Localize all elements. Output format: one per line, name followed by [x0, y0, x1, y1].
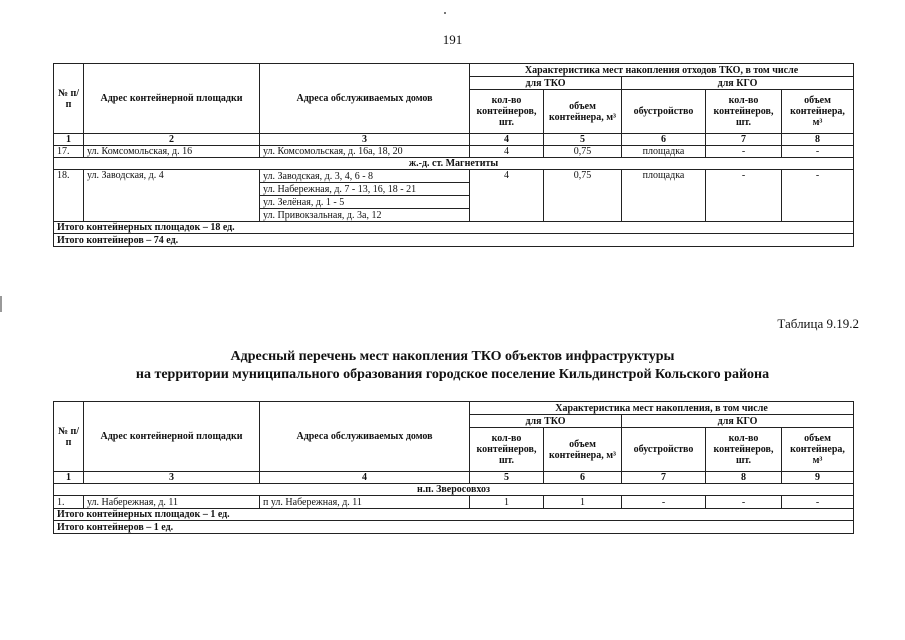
document-title	[0, 348, 905, 384]
col-number: 8	[706, 472, 782, 484]
total-sites: Итого контейнерных площадок – 18 ед.	[54, 222, 854, 234]
header-kgo: для КГО	[622, 77, 854, 90]
row-num: 18.	[54, 170, 84, 222]
header-kgo: для КГО	[622, 415, 854, 428]
row-num: 1.	[54, 496, 84, 509]
row-count: 4	[470, 170, 544, 222]
row-address: ул. Комсомольская, д. 16	[84, 146, 260, 158]
scan-speck	[444, 12, 446, 14]
row-equipment: площадка	[622, 146, 706, 158]
header-characteristics: Характеристика мест накопления отходов ТКО, в том числе	[470, 64, 854, 77]
scan-edge-mark	[0, 296, 2, 312]
header-volume: объем контейнера, м³	[544, 90, 622, 134]
total-containers: Итого контейнеров – 74 ед.	[54, 234, 854, 247]
header-volume-kgo: объем контейнера, м³	[782, 428, 854, 472]
row-equipment: площадка	[622, 170, 706, 222]
header-tko: для ТКО	[470, 415, 622, 428]
row-kgo-volume: -	[782, 170, 854, 222]
row-house-line: ул. Привокзальная, д. 3а, 12	[260, 209, 470, 222]
page-number: 191	[442, 32, 463, 47]
col-number: 6	[544, 472, 622, 484]
table-row	[54, 170, 854, 183]
row-count: 1	[470, 496, 544, 509]
table-2	[53, 401, 854, 534]
header-address: Адрес контейнерной площадки	[84, 64, 260, 134]
col-number: 5	[544, 134, 622, 146]
header-volume-kgo: объем контейнера, м³	[782, 90, 854, 134]
col-number: 9	[782, 472, 854, 484]
table-row	[54, 496, 854, 509]
header-count-kgo: кол-во контейнеров, шт.	[706, 428, 782, 472]
section-heading: ж.-д. ст. Магнетиты	[54, 158, 854, 170]
col-number: 1	[54, 472, 84, 484]
row-num: 17.	[54, 146, 84, 158]
total-containers: Итого контейнеров – 1 ед.	[54, 521, 854, 534]
table-caption: Таблица 9.19.2	[777, 316, 859, 331]
header-equipment: обустройство	[622, 428, 706, 472]
col-number: 3	[84, 472, 260, 484]
row-equipment: -	[622, 496, 706, 509]
header-address: Адрес контейнерной площадки	[84, 402, 260, 472]
total-sites: Итого контейнерных площадок – 1 ед.	[54, 509, 854, 521]
row-kgo-count: -	[706, 170, 782, 222]
row-kgo-volume: -	[782, 146, 854, 158]
row-house-line: ул. Набережная, д. 7 - 13, 16, 18 - 21	[260, 183, 470, 196]
row-house-line: ул. Заводская, д. 3, 4, 6 - 8	[260, 170, 470, 183]
col-number: 6	[622, 134, 706, 146]
header-equipment: обустройство	[622, 90, 706, 134]
row-address: ул. Набережная, д. 11	[84, 496, 260, 509]
col-number: 7	[706, 134, 782, 146]
row-houses: п ул. Набережная, д. 11	[260, 496, 470, 509]
table-1	[53, 63, 854, 247]
col-number: 8	[782, 134, 854, 146]
col-number: 3	[260, 134, 470, 146]
row-count: 4	[470, 146, 544, 158]
col-number: 4	[260, 472, 470, 484]
header-num: № п/п	[54, 402, 84, 472]
header-count: кол-во контейнеров, шт.	[470, 90, 544, 134]
row-volume: 1	[544, 496, 622, 509]
header-characteristics: Характеристика мест накопления, в том числе	[470, 402, 854, 415]
header-count: кол-во контейнеров, шт.	[470, 428, 544, 472]
row-address: ул. Заводская, д. 4	[84, 170, 260, 222]
row-kgo-count: -	[706, 496, 782, 509]
header-volume: объем контейнера, м³	[544, 428, 622, 472]
header-houses: Адреса обслуживаемых домов	[260, 64, 470, 134]
title-line-1: Адресный перечень мест накопления ТКО объектов инфраструктуры	[230, 349, 675, 364]
header-num: № п/п	[54, 64, 84, 134]
col-number: 2	[84, 134, 260, 146]
table-row	[54, 146, 854, 158]
row-kgo-volume: -	[782, 496, 854, 509]
header-tko: для ТКО	[470, 77, 622, 90]
col-number: 5	[470, 472, 544, 484]
row-volume: 0,75	[544, 170, 622, 222]
header-houses: Адреса обслуживаемых домов	[260, 402, 470, 472]
title-line-2: на территории муниципального образования городское поселение Кильдинстрой Кольского района	[135, 367, 770, 382]
section-heading: н.п. Зверосовхоз	[54, 484, 854, 496]
row-volume: 0,75	[544, 146, 622, 158]
header-count-kgo: кол-во контейнеров, шт.	[706, 90, 782, 134]
row-houses: ул. Комсомольская, д. 16а, 18, 20	[260, 146, 470, 158]
col-number: 1	[54, 134, 84, 146]
row-kgo-count: -	[706, 146, 782, 158]
row-house-line: ул. Зелёная, д. 1 - 5	[260, 196, 470, 209]
col-number: 4	[470, 134, 544, 146]
col-number: 7	[622, 472, 706, 484]
